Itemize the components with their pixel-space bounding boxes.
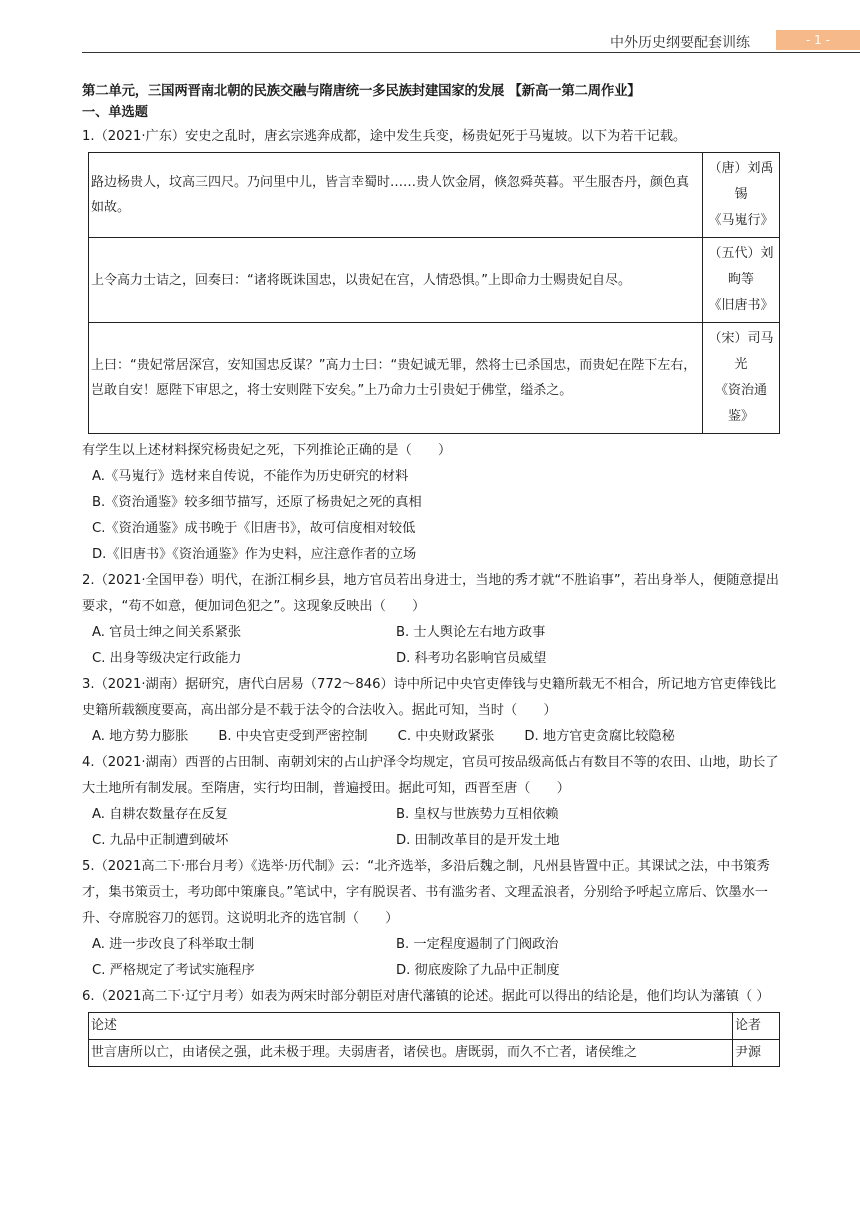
q4-option-a[interactable]: A. 自耕农数量存在反复 (92, 807, 228, 822)
q2-options-row-2 (82, 646, 782, 672)
q3-option-b[interactable]: B. 中央官吏受到严密控制 (218, 729, 368, 744)
q4-options-row-2 (82, 828, 782, 854)
table-header-row (89, 1013, 780, 1040)
document-body (82, 82, 782, 1067)
statement-cell: 世言唐所以亡，由诸侯之强，此未极于理。夫弱唐者，诸侯也。唐既弱，而久不亡者，诸侯维之 (89, 1040, 733, 1067)
q3-option-c[interactable]: C. 中央财政紧张 (397, 729, 495, 744)
q5-option-b[interactable]: B. 一定程度遏制了门阀政治 (396, 937, 559, 952)
q5-options-row-1 (82, 932, 782, 958)
table-row (89, 153, 780, 238)
author-cell: 尹源 (733, 1040, 780, 1067)
q4-option-c[interactable]: C. 九品中正制遭到破坏 (92, 833, 229, 848)
question-2-stem: 2.（2021·全国甲卷）明代，在浙江桐乡县，地方官员若出身进士，当地的秀才就“不胜谄事”，若出身举人，便随意提出要求，“苟不如意，便加词色犯之”。这现象反映出（ ） (82, 573, 779, 614)
q1-option-b[interactable]: B.《资治通鉴》较多细节描写，还原了杨贵妃之死的真相 (92, 495, 422, 510)
material-text: 上曰：“贵妃常居深宫，安知国忠反谋？”高力士曰：“贵妃诚无罪，然将士已杀国忠，而贵妃在陛下左右，岂敢自安！愿陛下审思之，将士安则陛下安矣。”上乃命力士引贵妃于佛堂，缢杀之。 (89, 323, 703, 434)
q3-option-d[interactable]: D. 地方官吏贪腐比较隐秘 (524, 729, 675, 744)
question-1-stem: 1.（2021·广东）安史之乱时，唐玄宗逃奔成都，途中发生兵变，杨贵妃死于马嵬坡。以下为若干记载。 (82, 129, 687, 144)
q4-option-b[interactable]: B. 皇权与世族势力互相依赖 (396, 807, 559, 822)
q2-option-c[interactable]: C. 出身等级决定行政能力 (92, 651, 242, 666)
q5-option-d[interactable]: D. 彻底废除了九品中正制度 (396, 963, 560, 978)
question-6-stem: 6.（2021高二下·辽宁月考）如表为两宋时部分朝臣对唐代藩镇的论述。据此可以得出的结论是，他们均认为藩镇（ ） (82, 989, 770, 1004)
q5-option-c[interactable]: C. 严格规定了考试实施程序 (92, 963, 255, 978)
q1-option-c[interactable]: C.《资治通鉴》成书晚于《旧唐书》，故可信度相对较低 (92, 521, 416, 536)
unit-title: 第二单元，三国两晋南北朝的民族交融与隋唐统一多民族封建国家的发展 【新高一第二周作业】 (82, 84, 641, 99)
page-header (82, 28, 860, 53)
section-heading: 一、单选题 (82, 105, 148, 120)
material-text: 上令高力士诘之，回奏曰：“诸将既诛国忠，以贵妃在宫，人情恐惧。”上即命力士赐贵妃自尽。 (89, 238, 703, 323)
table-row (89, 323, 780, 434)
question-4-stem: 4.（2021·湖南）西晋的占田制、南朝刘宋的占山护泽令均规定，官员可按品级高低占有数目不等的农田、山地，助长了大土地所有制发展。至隋唐，实行均田制，普遍授田。据此可知，西晋至唐（ ） (82, 755, 779, 796)
q6-table (88, 1012, 780, 1067)
column-header-statement: 论述 (89, 1013, 733, 1040)
q4-option-d[interactable]: D. 田制改革目的是开发土地 (396, 833, 560, 848)
q5-options-row-2 (82, 958, 782, 984)
q4-options-row-1 (82, 802, 782, 828)
q2-options-row-1 (82, 620, 782, 646)
q3-options-row (82, 724, 782, 750)
page-number-badge: - 1 - (776, 30, 860, 50)
question-3-stem: 3.（2021·湖南）据研究，唐代白居易（772～846）诗中所记中央官吏俸钱与史籍所载无不相合，所记地方官吏俸钱比史籍所载额度要高，高出部分是不载于法令的合法收入。据此可知，当时（ ） (82, 677, 777, 718)
q2-option-b[interactable]: B. 士人舆论左右地方政事 (396, 625, 546, 640)
q5-option-a[interactable]: A. 进一步改良了科举取士制 (92, 937, 255, 952)
question-1-prompt: 有学生以上述材料探究杨贵妃之死，下列推论正确的是（ ） (82, 443, 452, 458)
material-text: 路边杨贵人，坟高三四尺。乃问里中儿，皆言幸蜀时……贵人饮金屑，倏忽舜英暮。平生服杏丹，颜色真如故。 (89, 153, 703, 238)
table-row (89, 1040, 780, 1067)
q3-option-a[interactable]: A. 地方势力膨胀 (92, 729, 189, 744)
material-source: （五代）刘 昫等 《旧唐书》 (703, 238, 780, 323)
material-source: （宋）司马 光 《资治通 鉴》 (703, 323, 780, 434)
q1-material-table (88, 152, 780, 434)
table-row (89, 238, 780, 323)
q1-option-a[interactable]: A.《马嵬行》选材来自传说，不能作为历史研究的材料 (92, 469, 409, 484)
column-header-author: 论者 (733, 1013, 780, 1040)
q2-option-d[interactable]: D. 科考功名影响官员威望 (396, 651, 547, 666)
q1-option-d[interactable]: D.《旧唐书》《资治通鉴》作为史料，应注意作者的立场 (92, 547, 417, 562)
header-title: 中外历史纲要配套训练 (610, 35, 750, 51)
material-source: （唐）刘禹 锡 《马嵬行》 (703, 153, 780, 238)
question-5-stem: 5.（2021高二下·邢台月考）《选举·历代制》云：“北齐选举，多沿后魏之制，凡州县皆置中正。其课试之法，中书策秀才，集书策贡士，考功郎中策廉良。”笔试中，字有脱误者、书有滥劣者、文理孟浪者，分别给予呼起立席后、饮墨水一升、夺席脱容刀的惩罚。这说明北齐的选官制（ ） (82, 859, 770, 926)
q2-option-a[interactable]: A. 官员士绅之间关系紧张 (92, 625, 242, 640)
